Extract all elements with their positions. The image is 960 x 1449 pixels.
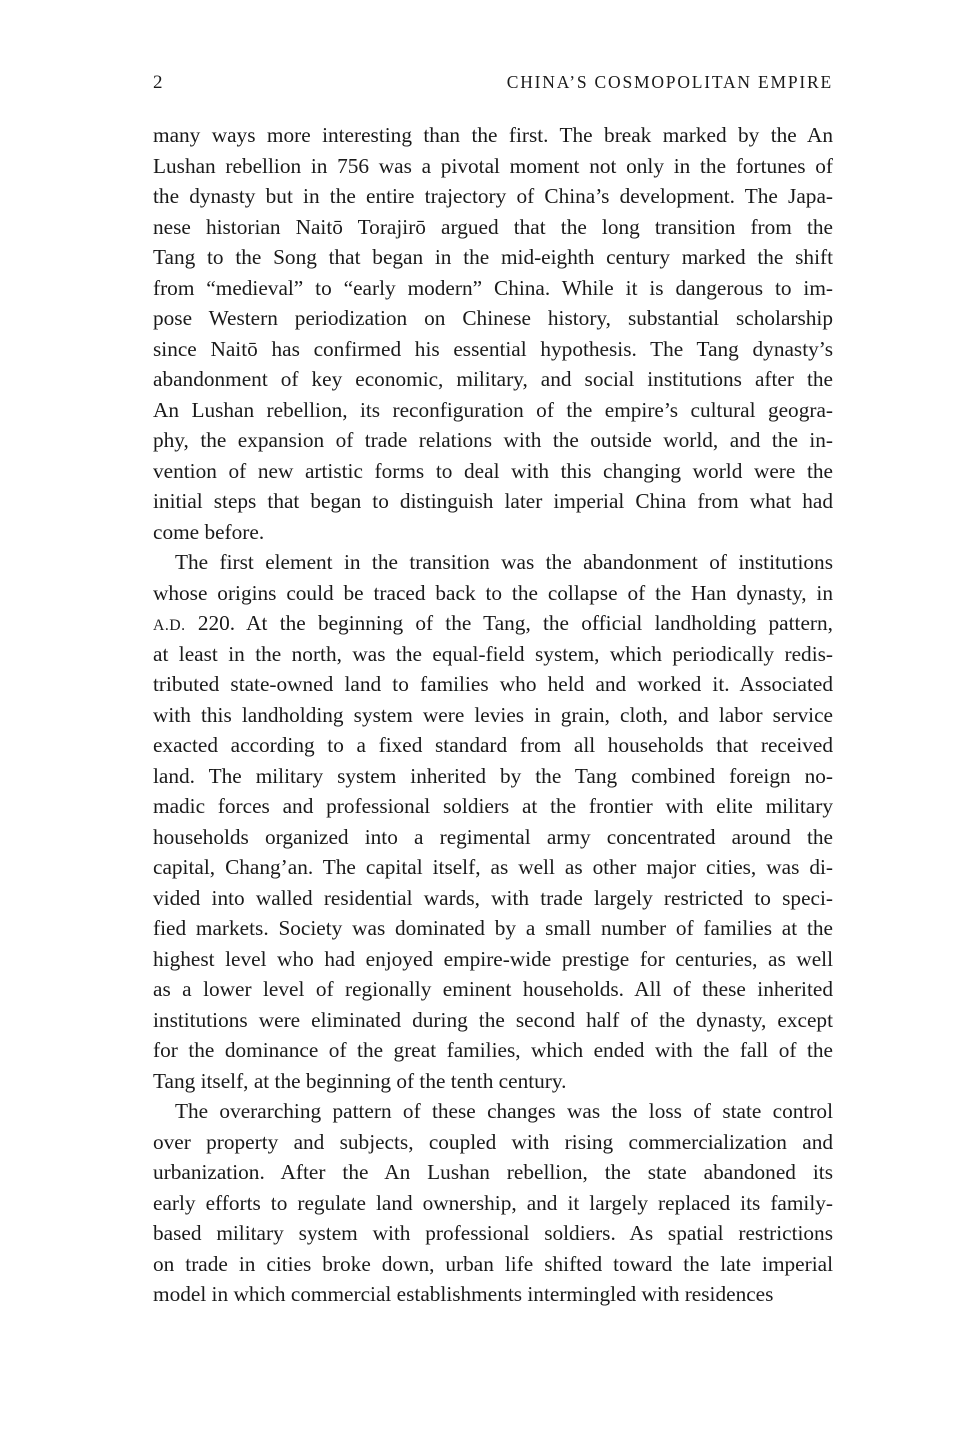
text-line: Tang itself, at the beginning of the tenth century.	[153, 1068, 567, 1093]
text-line: exacted according to a fixed standard from all households that received	[153, 733, 833, 757]
text-line: capital, Chang’an. The capital itself, as well as other major cities, was di-	[153, 855, 833, 879]
text-line: The first element in the transition was the abandonment of institutions	[175, 550, 833, 574]
text-line: model in which commercial establishments intermingled with residences	[153, 1282, 774, 1306]
text-line: vention of new artistic forms to deal with this changing world were the	[153, 458, 833, 483]
text-line: from “medieval” to “early modern” China. While it is dangerous to im-	[153, 275, 833, 300]
text-line: at least in the north, was the equal-field system, which periodically redis-	[153, 641, 833, 666]
text-line: many ways more interesting than the first. The break marked by the An	[153, 123, 833, 147]
text-line: with this landholding system were levies in grain, cloth, and labor service	[153, 702, 833, 727]
text-line: urbanization. After the An Lushan rebellion, the state abandoned its	[153, 1160, 833, 1184]
text-line: fied markets. Society was dominated by a small number of families at the	[153, 916, 833, 940]
page-number: 2	[153, 72, 163, 93]
page-header	[153, 72, 833, 100]
text-line: phy, the expansion of trade relations with the outside world, and the in-	[153, 428, 833, 452]
text-line: since Naitō has confirmed his essential hypothesis. The Tang dynasty’s	[153, 336, 833, 361]
paragraph	[153, 120, 833, 547]
text-line: whose origins could be traced back to the collapse of the Han dynasty, in	[153, 580, 833, 605]
text-line: pose Western periodization on Chinese history, substantial scholarship	[153, 306, 833, 330]
text-line: households organized into a regimental army concentrated around the	[153, 824, 833, 849]
body-text	[153, 120, 833, 1310]
text-line: based military system with professional soldiers. As spatial restrictions	[153, 1221, 833, 1245]
paragraph	[153, 547, 833, 1096]
text-line: nese historian Naitō Torajirō argued that the long transition from the	[153, 214, 833, 239]
paragraph	[153, 1096, 833, 1310]
text-line: abandonment of key economic, military, and social institutions after the	[153, 367, 833, 391]
text-line: vided into walled residential wards, with trade largely restricted to speci-	[153, 885, 833, 910]
text-line: tributed state-owned land to families who held and worked it. Associated	[153, 672, 833, 696]
text-line: land. The military system inherited by the Tang combined foreign no-	[153, 763, 833, 788]
text-line: highest level who had enjoyed empire-wide prestige for centuries, as well	[153, 946, 833, 971]
text-line: as a lower level of regionally eminent households. All of these inherited	[153, 977, 833, 1001]
running-head: CHINA’S COSMOPOLITAN EMPIRE	[506, 72, 833, 92]
text-line: on trade in cities broke down, urban life shifted toward the late imperial	[153, 1251, 833, 1276]
text-line: the dynasty but in the entire trajectory of China’s development. The Japa-	[153, 184, 833, 208]
text-line: for the dominance of the great families, which ended with the fall of the	[153, 1038, 833, 1062]
text-line: Lushan rebellion in 756 was a pivotal moment not only in the fortunes of	[153, 153, 833, 178]
text-line: initial steps that began to distinguish later imperial China from what had	[153, 489, 833, 513]
text-line: A.D. 220. At the beginning of the Tang, the official landholding pattern,	[153, 611, 833, 635]
text-line: An Lushan rebellion, its reconfiguration of the empire’s cultural geogra-	[153, 397, 833, 422]
text-line: over property and subjects, coupled with rising commercialization and	[153, 1129, 833, 1154]
text-line: The overarching pattern of these changes was the loss of state control	[175, 1099, 833, 1123]
text-line: madic forces and professional soldiers at the frontier with elite military	[153, 794, 833, 818]
text-line: institutions were eliminated during the second half of the dynasty, except	[153, 1007, 833, 1032]
text-line: Tang to the Song that began in the mid-eighth century marked the shift	[153, 245, 833, 269]
text-line: come before.	[153, 519, 265, 544]
text-line: early efforts to regulate land ownership, and it largely replaced its family-	[153, 1190, 833, 1215]
